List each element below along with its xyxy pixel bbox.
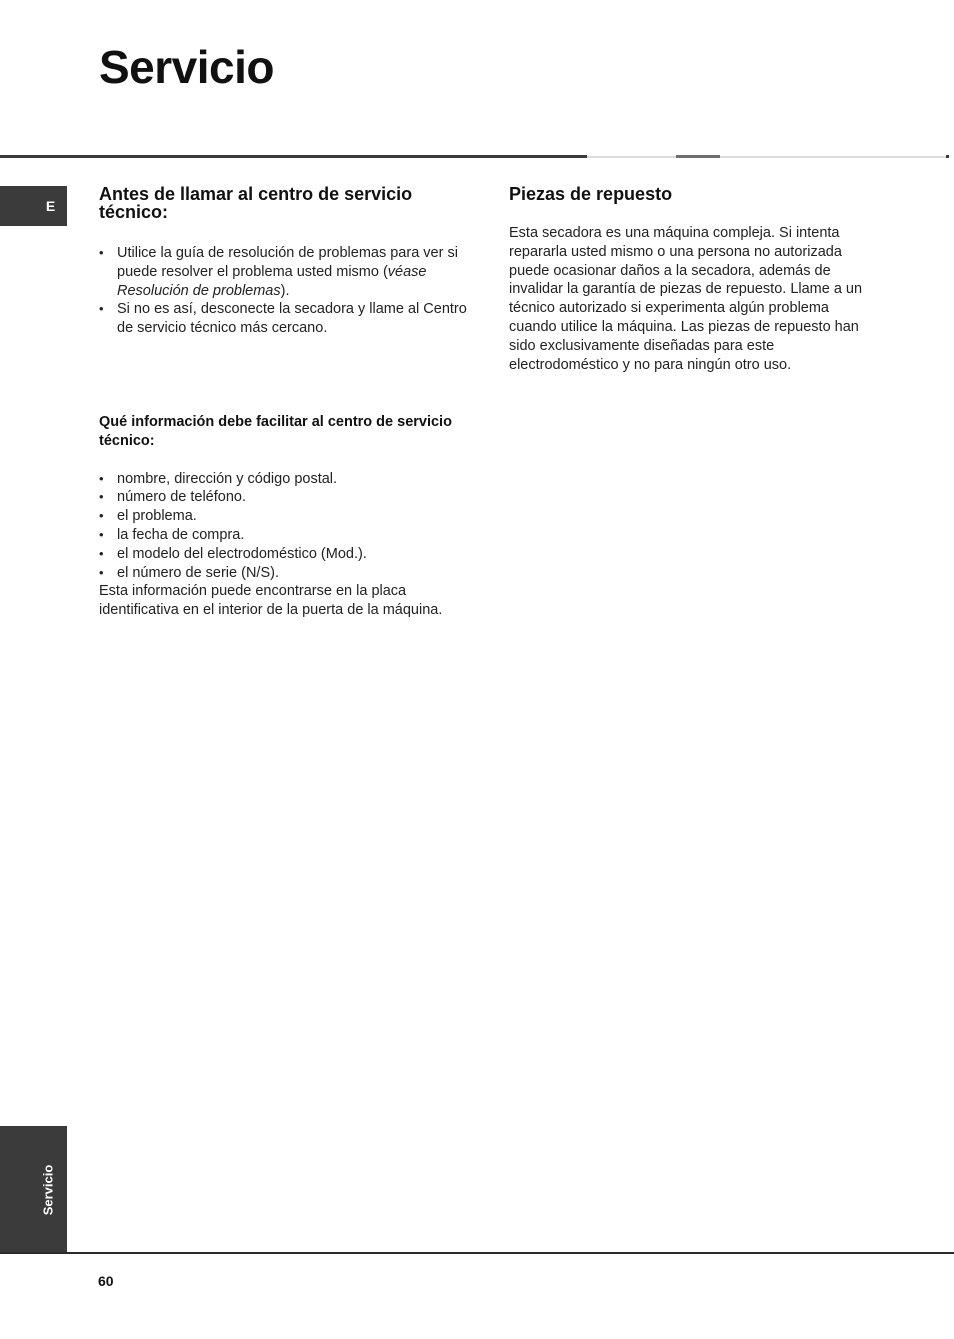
list-item: • la fecha de compra. xyxy=(99,526,469,545)
info-list xyxy=(99,470,469,583)
footer-rule xyxy=(0,1252,954,1254)
list-item: • número de teléfono. xyxy=(99,488,469,507)
list-item: • Si no es así, desconecte la secadora y llame al Centro de servicio técnico más cercano. xyxy=(99,300,469,338)
list-item: • Utilice la guía de resolución de problemas para ver si puede resolver el problema usted mismo (véase Resolución de problemas). xyxy=(99,244,469,300)
section-heading-before-calling: Antes de llamar al centro de servicio técnico: xyxy=(99,184,413,222)
info-note: Esta información puede encontrarse en la placa identificativa en el interior de la puerta de la máquina. xyxy=(99,583,443,619)
header-rule-end-mark xyxy=(946,155,949,158)
before-calling-list xyxy=(99,244,469,338)
list-item: • nombre, dirección y código postal. xyxy=(99,470,469,489)
header-rule-mid xyxy=(676,155,720,158)
header-rule-dark xyxy=(0,155,587,158)
cross-reference: véase Resolución de problemas xyxy=(117,263,427,299)
info-heading: Qué información debe facilitar al centro de servicio técnico: xyxy=(99,413,452,449)
list-item: • el modelo del electrodoméstico (Mod.). xyxy=(99,545,469,564)
right-column xyxy=(509,185,879,374)
language-tab xyxy=(0,186,67,226)
spare-parts-text: Esta secadora es una máquina compleja. Si intenta repararla usted mismo o una persona no autorizada puede ocasionar daños a la secadora, además de invalidar la garantía de piezas de repuesto. Llame a un técnico autorizado si experimenta algún problema cuando utilice la máquina. Las piezas de repuesto han sido exclusivamente diseñadas para este electrodoméstico y no para ningún otro uso. xyxy=(509,225,863,373)
language-tab-label: E xyxy=(45,198,56,214)
header-rule-light xyxy=(587,156,676,158)
list-item: • el número de serie (N/S). xyxy=(99,564,469,583)
list-item: • el problema. xyxy=(99,507,469,526)
header-rule-light-end xyxy=(720,156,946,158)
left-column xyxy=(99,185,469,620)
section-heading-spare-parts: Piezas de repuesto xyxy=(509,184,673,204)
page-number: 60 xyxy=(98,1273,114,1289)
section-side-tab xyxy=(0,1126,67,1254)
page-title: Servicio xyxy=(99,41,274,93)
section-side-tab-label: Servicio xyxy=(40,1164,56,1216)
